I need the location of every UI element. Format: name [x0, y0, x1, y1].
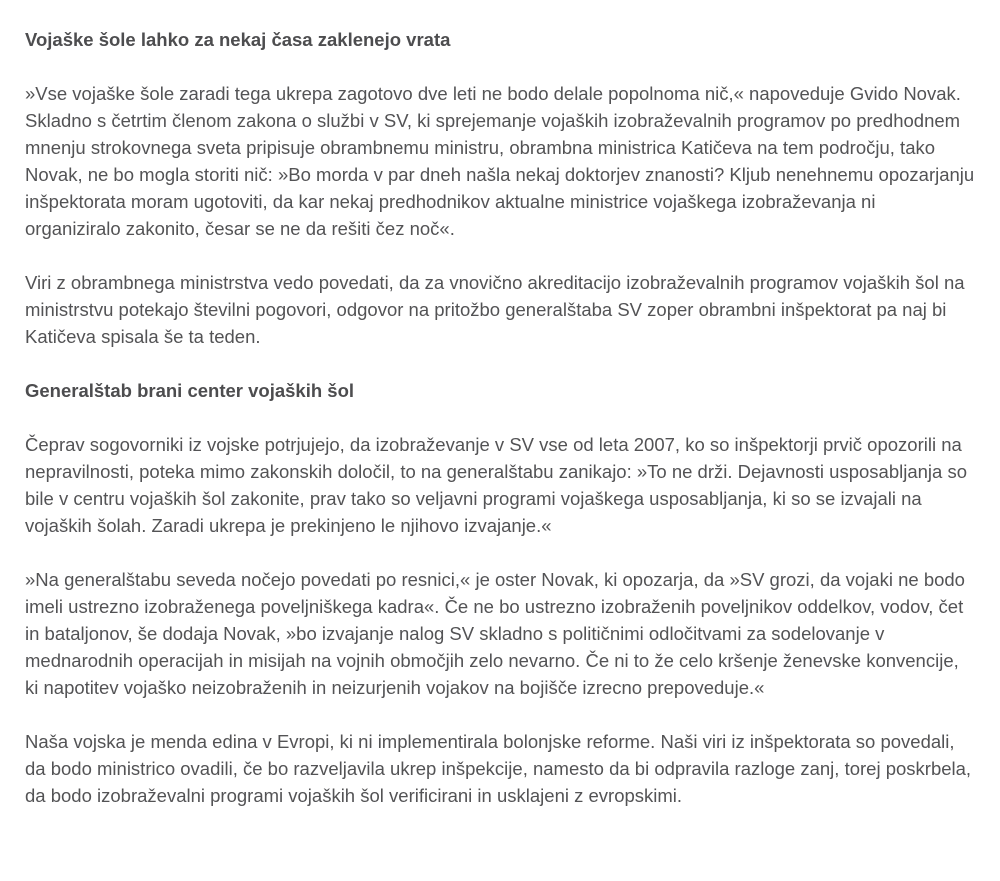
article-paragraph-4: »Na generalštabu seveda nočejo povedati po resnici,« je oster Novak, ki opozarja, da »SV grozi, da vojaki ne bodo imeli ustrezno izobraženega poveljniškega kadra«. Če ne bo ustrezno izobraženih poveljnikov oddelkov, vodov, čet in bataljonov, še dodaja Novak, »bo izvajanje nalog SV skladno s političnimi odločitvami za sodelovanje v mednarodnih operacijah in misijah na vojnih območjih zelo nevarno. Če ni to že celo kršenje ženevske konvencije, ki napotitev vojaško neizobraženih in neizurjenih vojakov na bojišče izrecno prepoveduje.«	[25, 569, 965, 698]
article-paragraph-5: Naša vojska je menda edina v Evropi, ki ni implementirala bolonjske reforme. Naši viri iz inšpektorata so povedali, da bodo ministrico ovadili, če bo razveljavila ukrep inšpekcije, namesto da bi odpravila razloge zanj, torej poskrbela, da bodo izobraževalni programi vojaških šol verificirani in usklajeni z evropskimi.	[25, 731, 972, 806]
article-paragraph-1: »Vse vojaške šole zaradi tega ukrepa zagotovo dve leti ne bodo delale popolnoma nič,« napoveduje Gvido Novak. Skladno s četrtim členom zakona o službi v SV, ki sprejemanje vojaških izobraževalnih programov po predhodnem mnenju strokovnega sveta pripisuje obrambnemu ministru, obrambna ministrica Katičeva na tem področju, tako Novak, ne bo mogla storiti nič: »Bo morda v par dneh našla nekaj doktorjev znanosti? Kljub nenehnemu opozarjanju inšpektorata moram ugotoviti, da kar nekaj predhodnikov aktualne ministrice vojaškega izobraževanja ni organiziralo zakonito, česar se ne da rešiti čez noč«.	[25, 83, 975, 239]
article-section-heading-2: Generalštab brani center vojaških šol	[25, 380, 355, 401]
article-paragraph-2: Viri z obrambnega ministrstva vedo povedati, da za vnovično akreditacijo izobraževalnih programov vojaških šol na ministrstvu potekajo številni pogovori, odgovor na pritožbo generalštaba SV zoper obrambni inšpektorat pa naj bi Katičeva spisala še ta teden.	[25, 272, 965, 347]
article-paragraph-3: Čeprav sogovorniki iz vojske potrjujejo, da izobraževanje v SV vse od leta 2007, ko so inšpektorji prvič opozorili na nepravilnosti, poteka mimo zakonskih določil, to na generalštabu zanikajo: »To ne drži. Dejavnosti usposabljanja so bile v centru vojaških šol zakonite, prav tako so veljavni programi vojaškega usposabljanja, ki so se izvajali na vojaških šolah. Zaradi ukrepa je prekinjeno le njihovo izvajanje.«	[25, 434, 967, 536]
article-section-heading-1: Vojaške šole lahko za nekaj časa zaklenejo vrata	[25, 29, 451, 50]
